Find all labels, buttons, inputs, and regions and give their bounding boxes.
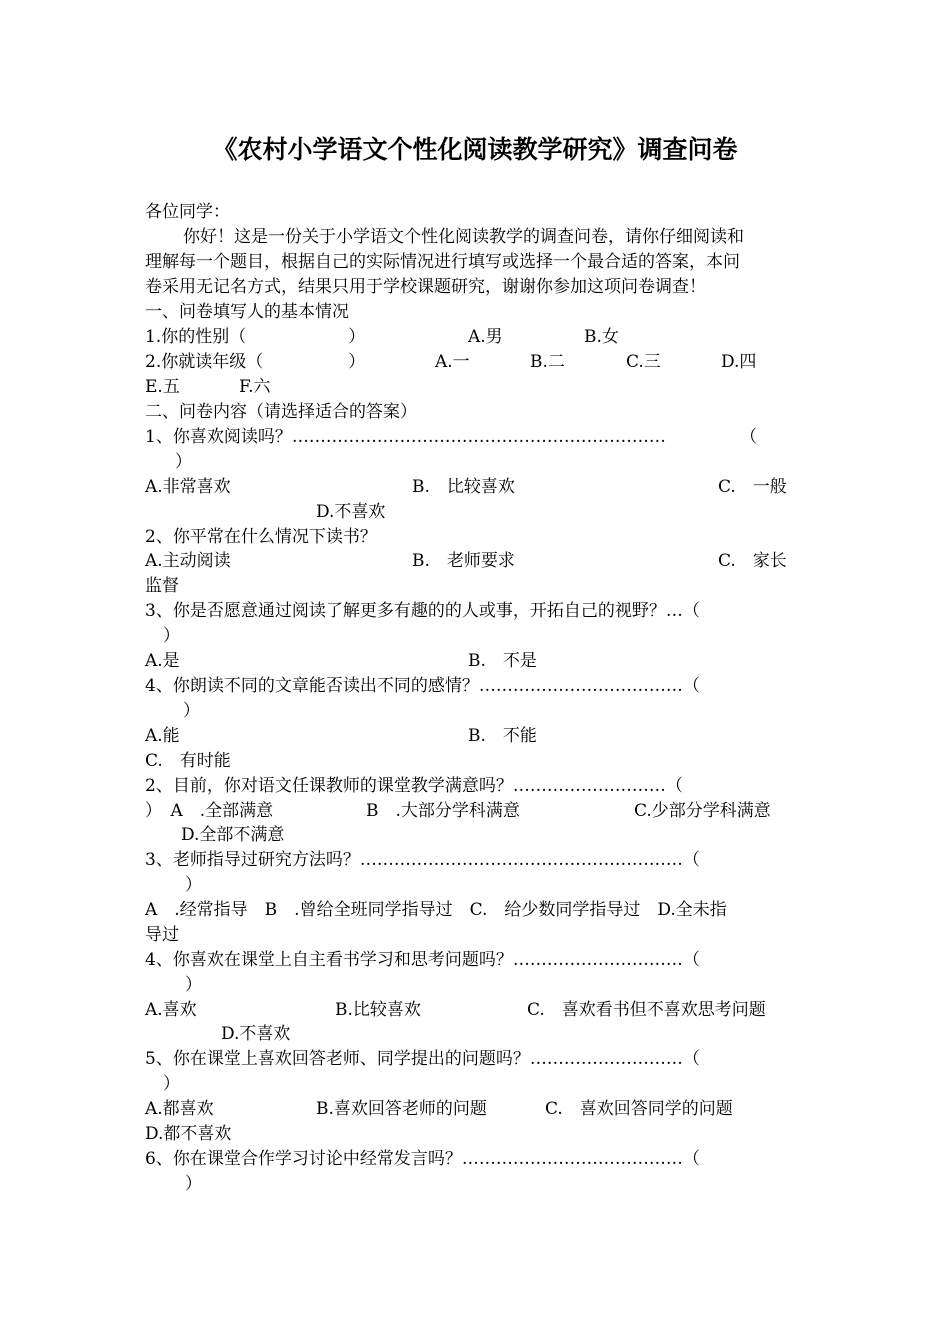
option-d: D.全部不满意 <box>181 825 285 845</box>
option-d: D.都不喜欢 <box>145 1124 232 1144</box>
option-b: B. 不能 <box>468 726 537 746</box>
option-b: B. 老师要求 <box>412 551 515 571</box>
document-title: 《农村小学语文个性化阅读教学研究》调查问卷 <box>212 135 738 164</box>
q2-option-f: F.六 <box>239 377 271 397</box>
section1-heading: 一、问卷填写人的基本情况 <box>145 302 349 322</box>
answer-paren-close: ） <box>185 875 202 895</box>
answer-paren-close: ） <box>185 1174 202 1194</box>
answer-paren-close: ） <box>175 452 192 472</box>
intro-line-1: 你好！这是一份关于小学语文个性化阅读教学的调查问卷，请你仔细阅读和 <box>183 227 744 247</box>
question-text: 2、目前，你对语文任课教师的课堂教学满意吗？………………………（ <box>145 776 683 796</box>
question-text: 1、你喜欢阅读吗？………………………………………………………… <box>145 427 666 447</box>
q2-option-c: C.三 <box>626 352 661 372</box>
option-b: B.喜欢回答老师的问题 <box>316 1099 487 1119</box>
q2-option-e: E.五 <box>145 377 180 397</box>
option-a: A.喜欢 <box>145 1000 197 1020</box>
question-text: 6、你在课堂合作学习讨论中经常发言吗？…………………………………（ <box>145 1149 700 1169</box>
option-a: A.能 <box>145 726 180 746</box>
intro-line-2: 理解每一个题目，根据自己的实际情况进行填写或选择一个最合适的答案，本问 <box>145 252 740 272</box>
answer-paren-open: （ <box>740 427 757 447</box>
option-c: C. 有时能 <box>145 751 231 771</box>
option-c: C. 喜欢回答同学的问题 <box>545 1099 733 1119</box>
option-b: B. 比较喜欢 <box>412 477 515 497</box>
option-b: B. 不是 <box>468 651 537 671</box>
option-a: A.是 <box>145 651 180 671</box>
intro-line-3: 卷采用无记名方式，结果只用于学校课题研究，谢谢你参加这项问卷调查！ <box>145 277 706 297</box>
q1-option-b: B.女 <box>584 327 619 347</box>
option-c: C. 一般 <box>718 477 787 497</box>
options-line-continued: 导过 <box>145 925 179 945</box>
option-c: C. 喜欢看书但不喜欢思考问题 <box>527 1000 766 1020</box>
q2-grade-text: 2.你就读年级（ ） <box>145 352 366 372</box>
options-line: A .经常指导 B .曾给全班同学指导过 C. 给少数同学指导过 D.全未指 <box>145 900 727 920</box>
option-c: C. 家长 <box>718 551 787 571</box>
option-b: B .大部分学科满意 <box>366 801 520 821</box>
option-d: D.不喜欢 <box>221 1024 291 1044</box>
greeting: 各位同学： <box>145 202 230 222</box>
question-text: 4、你喜欢在课堂上自主看书学习和思考问题吗？…………………………（ <box>145 950 700 970</box>
option-c-continued: 监督 <box>145 576 179 596</box>
q1-gender-text: 1.你的性别（ ） <box>145 327 366 347</box>
question-text: 5、你在课堂上喜欢回答老师、同学提出的问题吗？………………………（ <box>145 1049 700 1069</box>
option-b: B.比较喜欢 <box>335 1000 421 1020</box>
option-a: ） A .全部满意 <box>145 801 274 821</box>
option-a: A.都喜欢 <box>145 1099 214 1119</box>
option-a: A.主动阅读 <box>145 551 231 571</box>
answer-paren-close: ） <box>163 626 180 646</box>
q2-option-a: A.一 <box>435 352 470 372</box>
answer-paren-close: ） <box>183 701 200 721</box>
answer-paren-close: ） <box>163 1074 180 1094</box>
section2-heading: 二、问卷内容（请选择适合的答案） <box>145 402 417 422</box>
question-text: 4、你朗读不同的文章能否读出不同的感情？………………………………（ <box>145 676 700 696</box>
question-text: 2、你平常在什么情况下读书？ <box>145 527 377 547</box>
option-d: D.不喜欢 <box>316 502 386 522</box>
q2-option-b: B.二 <box>530 352 565 372</box>
q2-option-d: D.四 <box>721 352 757 372</box>
question-text: 3、老师指导过研究方法吗？…………………………………………………（ <box>145 850 700 870</box>
option-c: C.少部分学科满意 <box>634 801 771 821</box>
question-text: 3、你是否愿意通过阅读了解更多有趣的的人或事，开拓自己的视野？…（ <box>145 601 700 621</box>
q1-option-a: A.男 <box>468 327 503 347</box>
answer-paren-close: ） <box>185 975 202 995</box>
option-a: A.非常喜欢 <box>145 477 231 497</box>
